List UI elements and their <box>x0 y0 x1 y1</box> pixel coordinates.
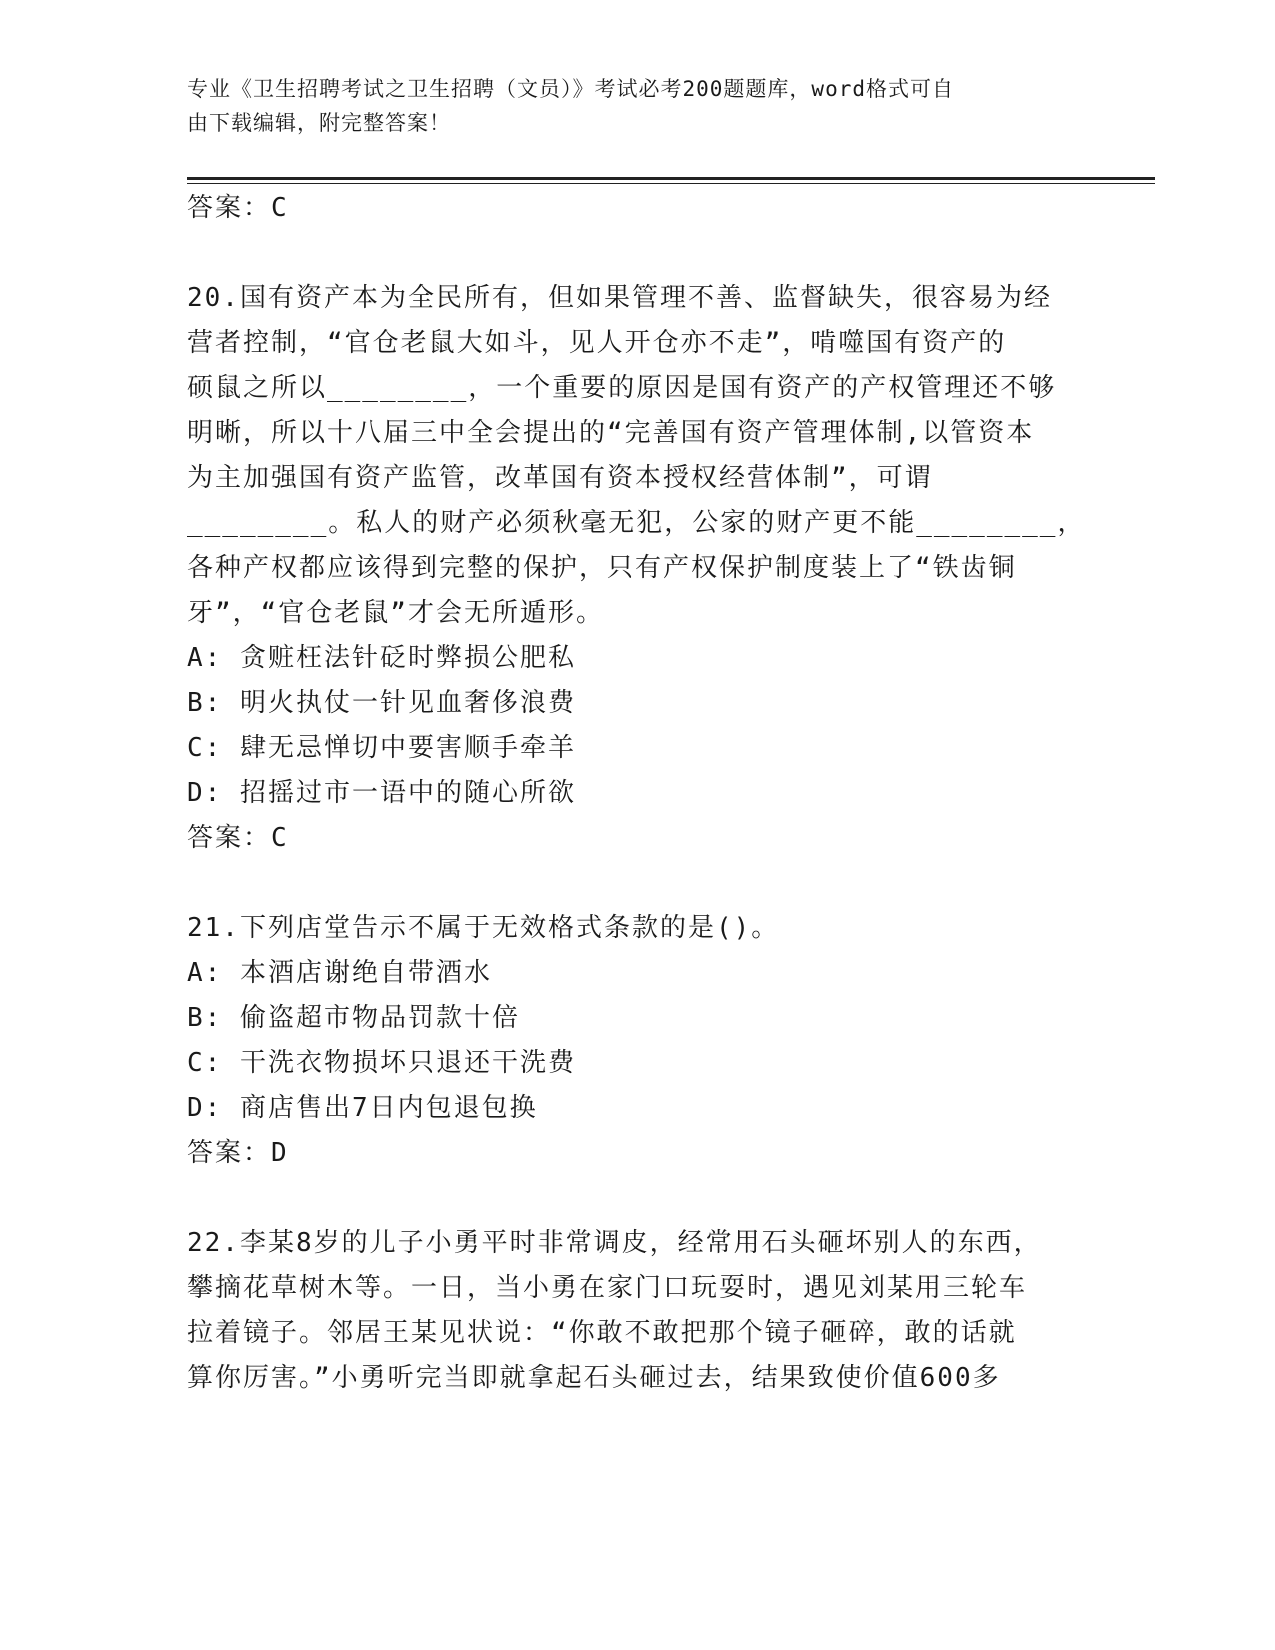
answer-line: 答案：D <box>187 1138 289 1168</box>
question-stem-line: ________。私人的财产必须秋毫无犯，公家的财产更不能________， <box>187 508 1086 538</box>
option-a: A: 本酒店谢绝自带酒水 <box>187 958 492 988</box>
option-a: A: 贪赃枉法针砭时弊损公肥私 <box>187 643 576 673</box>
option-c: C: 干洗衣物损坏只退还干洗费 <box>187 1048 576 1078</box>
question-stem-line: 算你厉害。”小勇听完当即就拿起石头砸过去，结果致使价值600多 <box>187 1363 1001 1393</box>
question-stem-line: 攀摘花草树木等。一日，当小勇在家门口玩耍时，遇见刘某用三轮车 <box>187 1273 1028 1303</box>
question-20 <box>187 276 1087 861</box>
question-stem-line: 21.下列店堂告示不属于无效格式条款的是()。 <box>187 913 780 943</box>
header-rule-thin <box>187 183 1155 184</box>
option-d: D: 招摇过市一语中的随心所欲 <box>187 778 576 808</box>
question-stem-line: 20.国有资产本为全民所有，但如果管理不善、监督缺失，很容易为经 <box>187 283 1052 313</box>
question-stem-line: 各种产权都应该得到完整的保护，只有产权保护制度装上了“铁齿铜 <box>187 553 1017 583</box>
header-rule-thick <box>187 177 1155 180</box>
answer-line: 答案：C <box>187 193 289 223</box>
question-stem-line: 拉着镜子。邻居王某见状说：“你敢不敢把那个镜子砸碎，敢的话就 <box>187 1318 1017 1348</box>
question-stem-line: 22.李某8岁的儿子小勇平时非常调皮，经常用石头砸坏别人的东西， <box>187 1228 1042 1258</box>
option-b: B: 明火执仗一针见血奢侈浪费 <box>187 688 576 718</box>
question-stem-line: 营者控制，“官仓老鼠大如斗，见人开仓亦不走”，啃噬国有资产的 <box>187 328 1007 358</box>
question-stem-line: 明晰，所以十八届三中全会提出的“完善国有资产管理体制,以管资本 <box>187 418 1035 448</box>
header-line: 专业《卫生招聘考试之卫生招聘（文员）》考试必考200题题库，word格式可自 <box>187 77 954 101</box>
answer-line: 答案：C <box>187 823 289 853</box>
question-stem-line: 牙”，“官仓老鼠”才会无所遁形。 <box>187 598 604 628</box>
option-c: C: 肆无忌惮切中要害顺手牵羊 <box>187 733 576 763</box>
option-d: D: 商店售出7日内包退包换 <box>187 1093 538 1123</box>
option-b: B: 偷盗超市物品罚款十倍 <box>187 1003 520 1033</box>
header-line: 由下载编辑，附完整答案！ <box>187 111 451 135</box>
question-21 <box>187 906 1087 1176</box>
question-22 <box>187 1221 1087 1401</box>
question-stem-line: 为主加强国有资产监管，改革国有资本授权经营体制”，可谓 <box>187 463 933 493</box>
question-stem-line: 硕鼠之所以________，一个重要的原因是国有资产的产权管理还不够 <box>187 373 1057 403</box>
document-body <box>187 186 1087 1401</box>
document-header <box>187 72 1067 140</box>
